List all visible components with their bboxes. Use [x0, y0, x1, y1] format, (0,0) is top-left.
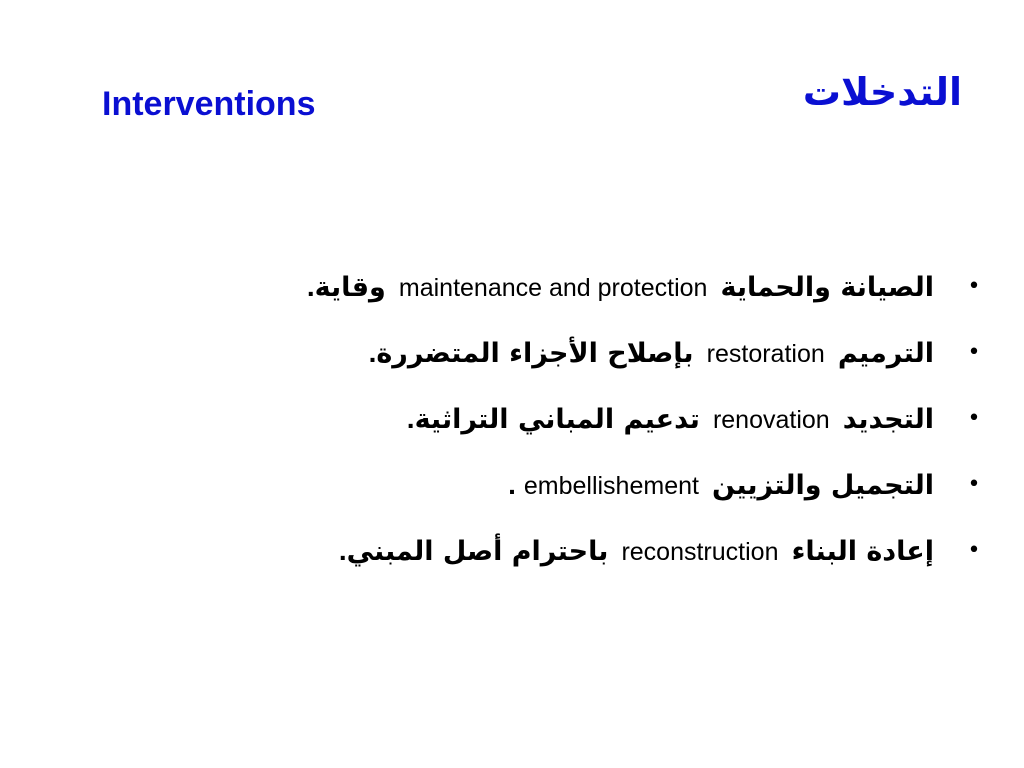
arabic-description: وقاية — [314, 272, 386, 303]
full-stop: . — [508, 469, 516, 500]
bullet-item-renovation — [24, 386, 984, 452]
arabic-description: بإصلاح الأجزاء المتضررة — [376, 338, 694, 369]
full-stop: . — [306, 271, 315, 302]
bullet-item-reconstruction — [24, 518, 984, 584]
bullet-dot-icon: • — [967, 274, 981, 299]
bullet-item-maintenance — [24, 254, 984, 320]
title-arabic: التدخلات — [802, 70, 962, 114]
english-term: reconstruction — [621, 538, 779, 566]
arabic-term: الصيانة والحماية — [720, 272, 934, 303]
arabic-term: التجديد — [842, 404, 934, 435]
english-term: embellishement — [523, 472, 699, 500]
arabic-term: إعادة البناء — [791, 536, 934, 567]
bullet-item-embellishment — [24, 452, 984, 518]
bullet-dot-icon: • — [967, 406, 981, 431]
bullet-dot-icon: • — [967, 340, 981, 365]
english-term: renovation — [712, 406, 830, 434]
full-stop: . — [368, 337, 377, 368]
arabic-term: الترميم — [837, 338, 934, 369]
full-stop: . — [338, 535, 347, 566]
bullet-dot-icon: • — [967, 472, 981, 497]
english-term: restoration — [706, 340, 825, 368]
bullet-item-restoration — [24, 320, 984, 386]
bullet-dot-icon: • — [967, 538, 981, 563]
arabic-term: التجميل والتزيين — [712, 470, 934, 501]
arabic-description: تدعيم المباني التراثية — [414, 404, 700, 435]
full-stop: . — [406, 403, 415, 434]
arabic-description: باحترام أصل المبني — [346, 536, 609, 567]
title-english: Interventions — [102, 85, 316, 123]
bullet-list — [24, 254, 984, 584]
english-term: maintenance and protection — [398, 274, 708, 302]
